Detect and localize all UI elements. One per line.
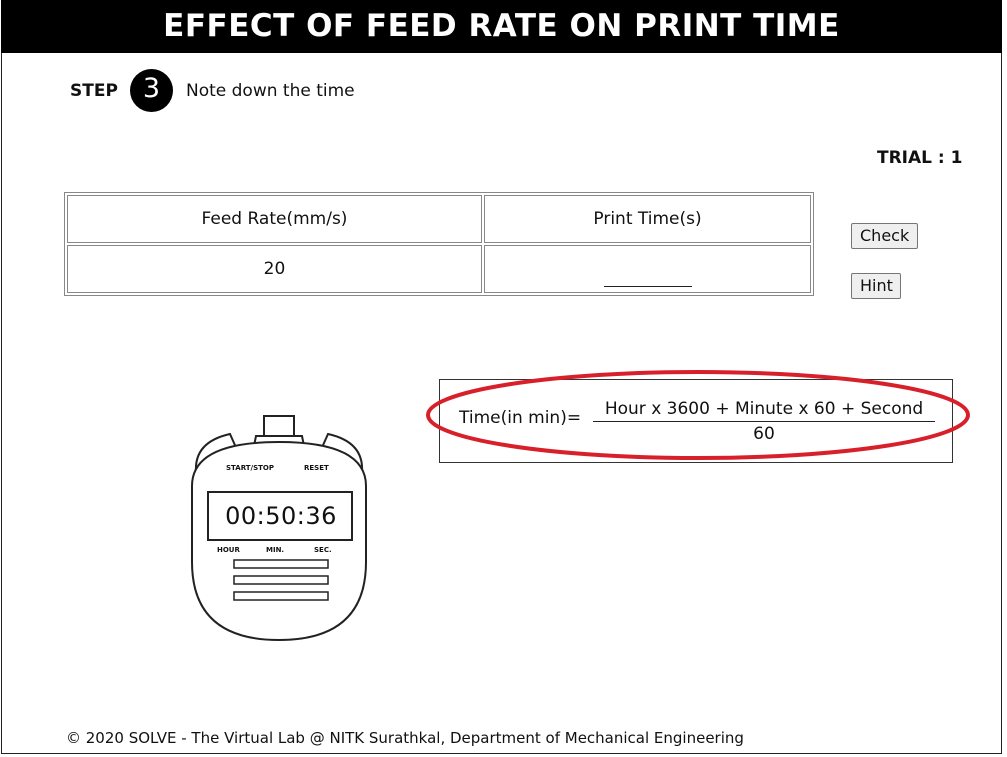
data-table [64,192,814,296]
print-time-input[interactable] [604,264,692,287]
stopwatch-reset-label: RESET [304,464,329,472]
table-row [67,245,811,293]
footer-copyright: © 2020 SOLVE - The Virtual Lab @ NITK Surathkal, Department of Mechanical Engineering [66,729,744,747]
hint-button[interactable]: Hint [851,273,901,299]
step-number-badge: 3 [130,69,173,112]
stopwatch-start-stop-label: START/STOP [226,464,274,472]
step-instruction: Note down the time [186,81,355,101]
page-title: EFFECT OF FEED RATE ON PRINT TIME [1,0,1002,53]
page-frame [1,0,1002,754]
stopwatch-min-label: MIN. [266,546,285,554]
step-label: STEP [70,81,118,101]
check-button[interactable]: Check [851,223,918,249]
print-time-cell [484,245,811,293]
table-header-print-time: Print Time(s) [484,195,811,243]
stopwatch-sec-label: SEC. [314,546,332,554]
stopwatch-hour-label: HOUR [217,546,240,554]
formula-lhs: Time(in min)= [459,408,582,428]
formula-numerator: Hour x 3600 + Minute x 60 + Second [604,399,924,419]
formula-fraction-bar [593,421,935,422]
table-header-row [67,195,811,243]
stopwatch-display: 00:50:36 [225,502,337,530]
trial-indicator: TRIAL : 1 [877,148,963,168]
formula-denominator: 60 [753,424,775,444]
feed-rate-value: 20 [67,245,482,293]
table-header-feed-rate: Feed Rate(mm/s) [67,195,482,243]
